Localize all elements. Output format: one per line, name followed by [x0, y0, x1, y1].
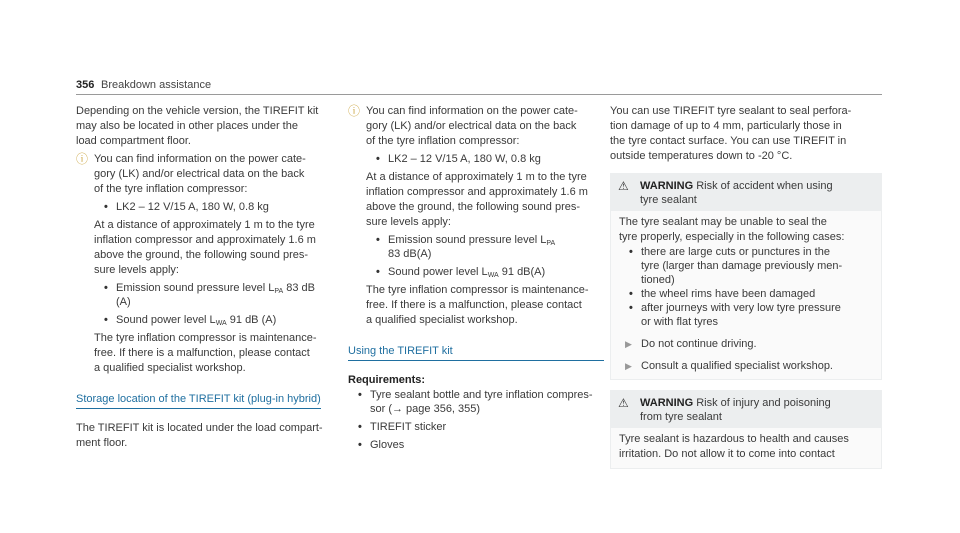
warning-line: tyre properly, especially in the following cases: — [619, 231, 845, 243]
distance-line: sure levels apply: — [366, 216, 451, 228]
pressure-sub: PA — [546, 240, 556, 247]
list-item — [94, 281, 332, 309]
sound-list — [94, 281, 332, 327]
intro-line: load compartment floor. — [76, 135, 191, 147]
warning-line: irritation. Do not allow it to come into contact — [619, 448, 835, 460]
bullet-icon: • — [104, 314, 108, 326]
warning-triangle-icon: ⚠ — [618, 396, 629, 410]
req-text: Tyre sealant bottle and tyre inflation compres- — [370, 389, 593, 401]
info-note — [76, 152, 332, 376]
bullet-icon: • — [376, 234, 380, 246]
requirements-label: Requirements: — [348, 374, 426, 386]
warning-bullet-text: tyre (larger than damage previously men- — [641, 260, 843, 272]
power-label: Sound power level L — [388, 266, 488, 278]
warning-title: Risk of injury and poisoning — [693, 397, 831, 409]
warning-box-poisoning — [610, 390, 882, 469]
bullet-icon: • — [104, 282, 108, 294]
warning-line: The tyre sealant may be unable to seal the — [619, 216, 827, 228]
warning-bullet-text: the wheel rims have been damaged — [641, 288, 816, 300]
column-1 — [76, 104, 332, 451]
warning-header — [610, 173, 882, 211]
distance-line: above the ground, the following sound pres- — [94, 249, 309, 261]
sound-list — [366, 233, 604, 279]
bullet-icon: • — [104, 201, 108, 213]
maintenance-line: a qualified specialist workshop. — [366, 314, 518, 326]
intro-line: tion damage of up to 4 mm, particularly those in — [610, 120, 842, 132]
action-step — [619, 337, 873, 351]
warning-title: tyre sealant — [640, 194, 697, 206]
bullet-icon: • — [358, 389, 362, 401]
warning-bullet-text: after journeys with very low tyre pressure — [641, 302, 841, 314]
column-2 — [348, 104, 604, 452]
maintenance-line: free. If there is a malfunction, please contact — [94, 347, 310, 359]
using-heading-link[interactable]: Using the TIREFIT kit — [348, 344, 604, 361]
spec-list — [366, 152, 604, 166]
power-sub: WA — [487, 272, 499, 279]
storage-line: ment floor. — [76, 437, 128, 449]
bullet-icon: • — [629, 246, 633, 258]
warning-triangle-icon: ⚠ — [618, 179, 629, 193]
distance-line: inflation compressor and approximately 1.6 m — [366, 186, 588, 198]
page-ref-link[interactable]: sor (→ page 356, 355) — [370, 403, 481, 415]
power-sub: WA — [215, 320, 227, 327]
req-text: Gloves — [370, 439, 405, 451]
warning-body — [610, 428, 882, 469]
warning-label: WARNING — [640, 180, 694, 192]
note-line: gory (LK) and/or electrical data on the back — [94, 168, 305, 180]
bullet-icon: • — [629, 288, 633, 300]
action-text: Consult a qualified specialist workshop. — [641, 360, 833, 372]
list-item — [94, 200, 332, 214]
maintenance-line: The tyre inflation compressor is maintenance- — [94, 332, 317, 344]
pressure-value: 83 dB — [283, 282, 315, 294]
action-text: Do not continue driving. — [641, 338, 757, 350]
maintenance-line: The tyre inflation compressor is maintenance- — [366, 284, 589, 296]
intro-line: outside temperatures down to -20 °C. — [610, 150, 793, 162]
pressure-label: Emission sound pressure level L — [388, 234, 547, 246]
storage-line: The TIREFIT kit is located under the load compart- — [76, 422, 323, 434]
play-arrow-icon: ▶ — [625, 361, 632, 371]
page-header — [76, 76, 882, 96]
list-item — [348, 388, 604, 416]
warning-list — [619, 245, 873, 329]
storage-heading-link[interactable]: Storage location of the TIREFIT kit (plug-in hybrid) — [76, 392, 321, 409]
warning-label: WARNING — [640, 397, 694, 409]
distance-line: sure levels apply: — [94, 264, 179, 276]
info-note — [348, 104, 604, 328]
pressure-sub: PA — [274, 288, 284, 295]
intro-line: You can use TIREFIT tyre sealant to seal perfora- — [610, 105, 852, 117]
spec-text: LK2 – 12 V/15 A, 180 W, 0.8 kg — [388, 153, 541, 165]
bullet-icon: • — [376, 153, 380, 165]
req-text: TIREFIT sticker — [370, 421, 447, 433]
note-line: gory (LK) and/or electrical data on the back — [366, 120, 577, 132]
warning-bullet-text: tioned) — [641, 274, 675, 286]
power-value: 91 dB(A) — [498, 266, 546, 278]
intro-line: the tyre contact surface. You can use TIREFIT in — [610, 135, 847, 147]
play-arrow-icon: ▶ — [625, 339, 632, 349]
note-line: of the tyre inflation compressor: — [94, 183, 248, 195]
distance-line: At a distance of approximately 1 m to the tyre — [94, 219, 315, 231]
distance-line: above the ground, the following sound pres- — [366, 201, 581, 213]
list-item — [366, 152, 604, 166]
list-item — [619, 287, 873, 301]
maintenance-line: a qualified specialist workshop. — [94, 362, 246, 374]
info-icon: ⓘ — [76, 152, 89, 166]
list-item — [94, 313, 332, 327]
info-icon: ⓘ — [348, 104, 361, 118]
warning-line: Tyre sealant is hazardous to health and causes — [619, 433, 849, 445]
column-3 — [610, 104, 882, 469]
bullet-icon: • — [358, 439, 362, 451]
pressure-unit: 83 dB(A) — [388, 248, 432, 260]
warning-bullet-text: or with flat tyres — [641, 316, 719, 328]
pressure-label: Emission sound pressure level L — [116, 282, 275, 294]
list-item — [619, 245, 873, 287]
bullet-icon: • — [358, 421, 362, 433]
spec-list — [94, 200, 332, 214]
header-divider — [76, 94, 882, 95]
action-step — [619, 359, 873, 373]
distance-line: At a distance of approximately 1 m to the tyre — [366, 171, 587, 183]
warning-body — [610, 211, 882, 380]
requirements-list — [348, 388, 604, 452]
power-label: Sound power level L — [116, 314, 216, 326]
warning-title: from tyre sealant — [640, 411, 722, 423]
spec-text: LK2 – 12 V/15 A, 180 W, 0.8 kg — [116, 201, 269, 213]
intro-line: may also be located in other places under the — [76, 120, 298, 132]
pressure-unit: (A) — [116, 296, 131, 308]
list-item — [348, 438, 604, 452]
list-item — [366, 265, 604, 279]
intro-line: Depending on the vehicle version, the TIREFIT kit — [76, 105, 319, 117]
page-number: 356 — [76, 79, 95, 91]
distance-line: inflation compressor and approximately 1.6 m — [94, 234, 316, 246]
power-value: 91 dB (A) — [226, 314, 277, 326]
note-line: You can find information on the power cate- — [366, 105, 578, 117]
warning-box-accident — [610, 173, 882, 380]
list-item — [366, 233, 604, 261]
list-item — [619, 301, 873, 329]
list-item — [348, 420, 604, 434]
note-line: of the tyre inflation compressor: — [366, 135, 520, 147]
bullet-icon: • — [629, 302, 633, 314]
bullet-icon: • — [376, 266, 380, 278]
section-title: Breakdown assistance — [101, 79, 212, 91]
warning-title: Risk of accident when using — [693, 180, 833, 192]
warning-header — [610, 390, 882, 428]
note-line: You can find information on the power cate- — [94, 153, 306, 165]
warning-bullet-text: there are large cuts or punctures in the — [641, 246, 830, 258]
maintenance-line: free. If there is a malfunction, please contact — [366, 299, 582, 311]
